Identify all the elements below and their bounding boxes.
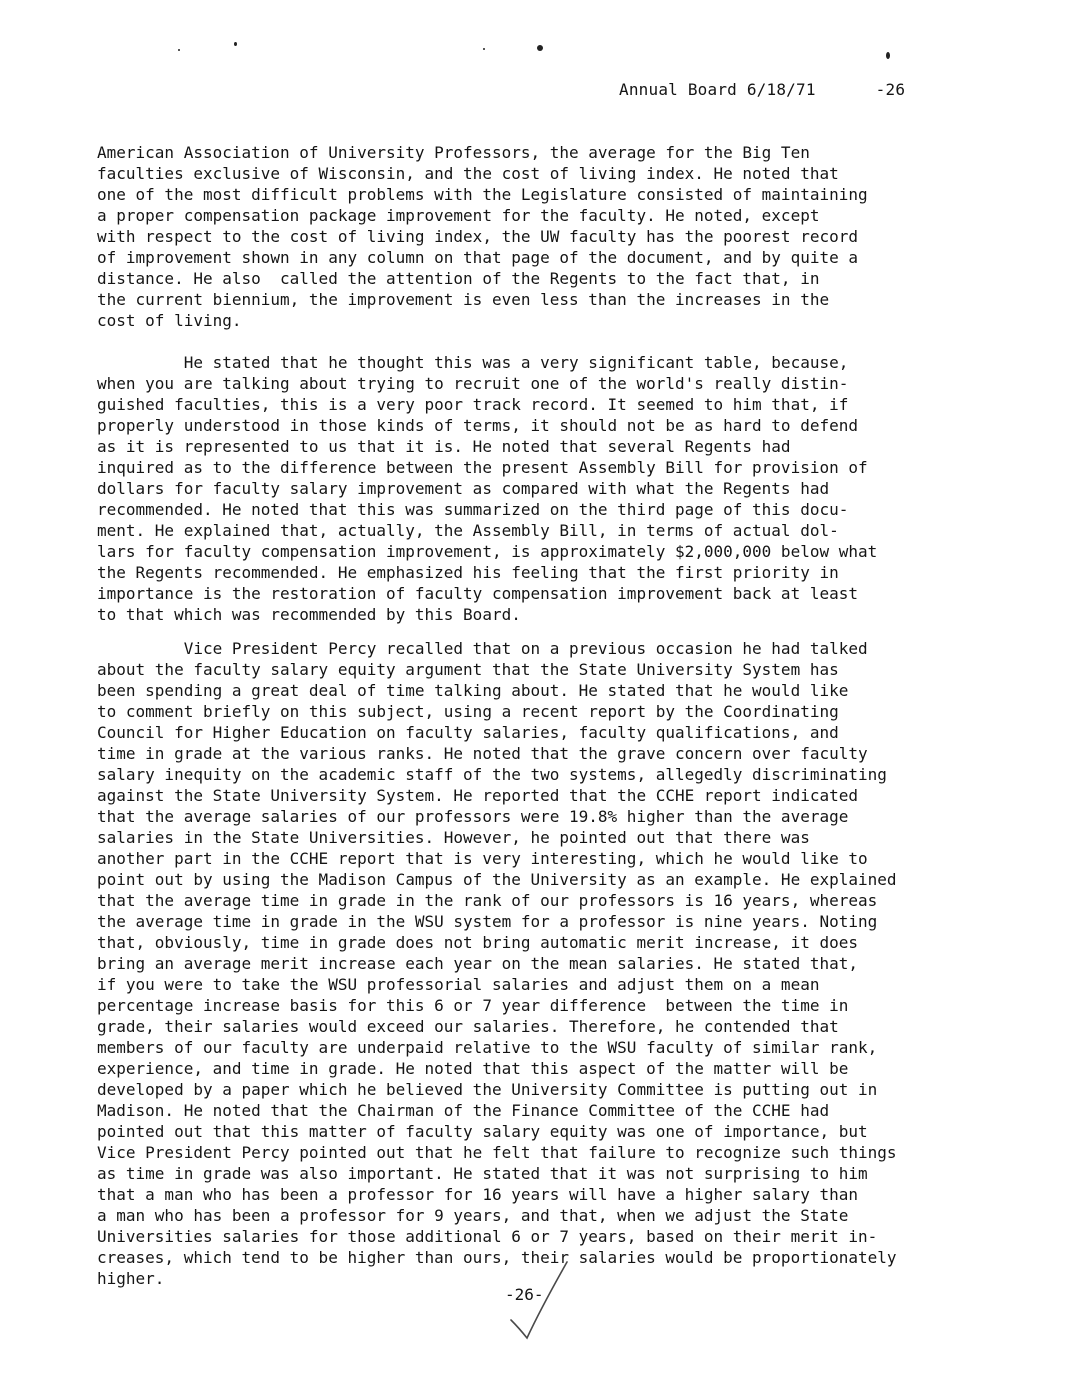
paragraph-1: American Association of University Professors, the average for the Big Ten faculties exclusive of Wisconsin, and the cost of living index. He noted that one of the most difficult problems with the Legislature consisted of maintaining a proper compensation package improvement for the faculty. He noted, except with respect to the cost of living index, the UW faculty has the poorest record of improvement shown in any column on that page of the document, and by quite a distance. He also called the attention of the Regents to the fact that, in the current biennium, the improvement is even less than the increases in the cost of living.	[97, 143, 868, 330]
scan-speck	[483, 48, 485, 50]
header-title: Annual Board 6/18/71	[619, 80, 816, 99]
scan-speck	[178, 49, 180, 51]
paragraph-2: He stated that he thought this was a very significant table, because, when you are talking about trying to recruit one of the world's really distin- guished faculties, this is a very poor track record. It seemed to him that, if properly understood in those kinds of terms, it should not be as hard to defend as it is represented to us that it is. He noted that several Regents had inquired as to the difference between the present Assembly Bill for provision of dollars for faculty salary improvement as compared with what the Regents had recommended. He noted that this was summarized on the third page of this docu- ment. He explained that, actually, the Assembly Bill, in terms of actual dol- lars for faculty compensation improvement, is approximately $2,000,000 below what the Regents recommended. He emphasized his feeling that the first priority in importance is the restoration of faculty compensation improvement back at least to that which was recommended by this Board.	[97, 353, 878, 624]
scan-speck	[886, 52, 890, 59]
scan-speck	[537, 45, 543, 51]
handwritten-checkmark-icon	[505, 1258, 575, 1348]
paragraph-3: Vice President Percy recalled that on a previous occasion he had talked about the faculty salary equity argument that the State University System has been spending a great deal of time talking about. He stated that he would like to comment briefly on this subject, using a recent report by the Coordinating Council for Higher Education on faculty salaries, faculty qualifications, and time in grade at the various ranks. He noted that the grave concern over faculty salary inequity on the academic staff of the two systems, allegedly discriminating against the State University System. He reported that the CCHE report indicated that the average salaries of our professors were 19.8% higher than the average salaries in the State Universities. However, he pointed out that there was another part in the CCHE report that is very interesting, which he would like to point out by using the Madison Campus of the University as an example. He explained that the average time in grade in the rank of our professors is 16 years, whereas the average time in grade in the WSU system for a professor is nine years. Noting that, obviously, time in grade does not bring automatic merit increase, it does bring an average merit increase each year on the mean salaries. He stated that, if you were to take the WSU professorial salaries and adjust them on a mean percentage increase basis for this 6 or 7 year difference between the time in grade, their salaries would exceed our salaries. Therefore, he contended that members of our faculty are underpaid relative to the WSU faculty of similar rank, experience, and time in grade. He noted that this aspect of the matter will be developed by a paper which he believed the University Committee is putting out in Madison. He noted that the Chairman of the Finance Committee of the CCHE had pointed out that this matter of faculty salary equity was one of importance, but Vice President Percy pointed out that he felt that failure to recognize such things as time in grade was also important. He stated that it was not surprising to him that a man who has been a professor for 16 years will have a higher salary than a man who has been a professor for 9 years, and that, when we adjust the State Universities salaries for those additional 6 or 7 years, based on their merit in- creases, which tend to be higher than ours, their salaries would be proportionately higher.	[97, 639, 897, 1288]
header-page-number: -26	[875, 80, 906, 99]
page-header	[619, 80, 905, 99]
scan-speck	[234, 42, 237, 46]
footer-page-number: -26-	[505, 1285, 544, 1304]
